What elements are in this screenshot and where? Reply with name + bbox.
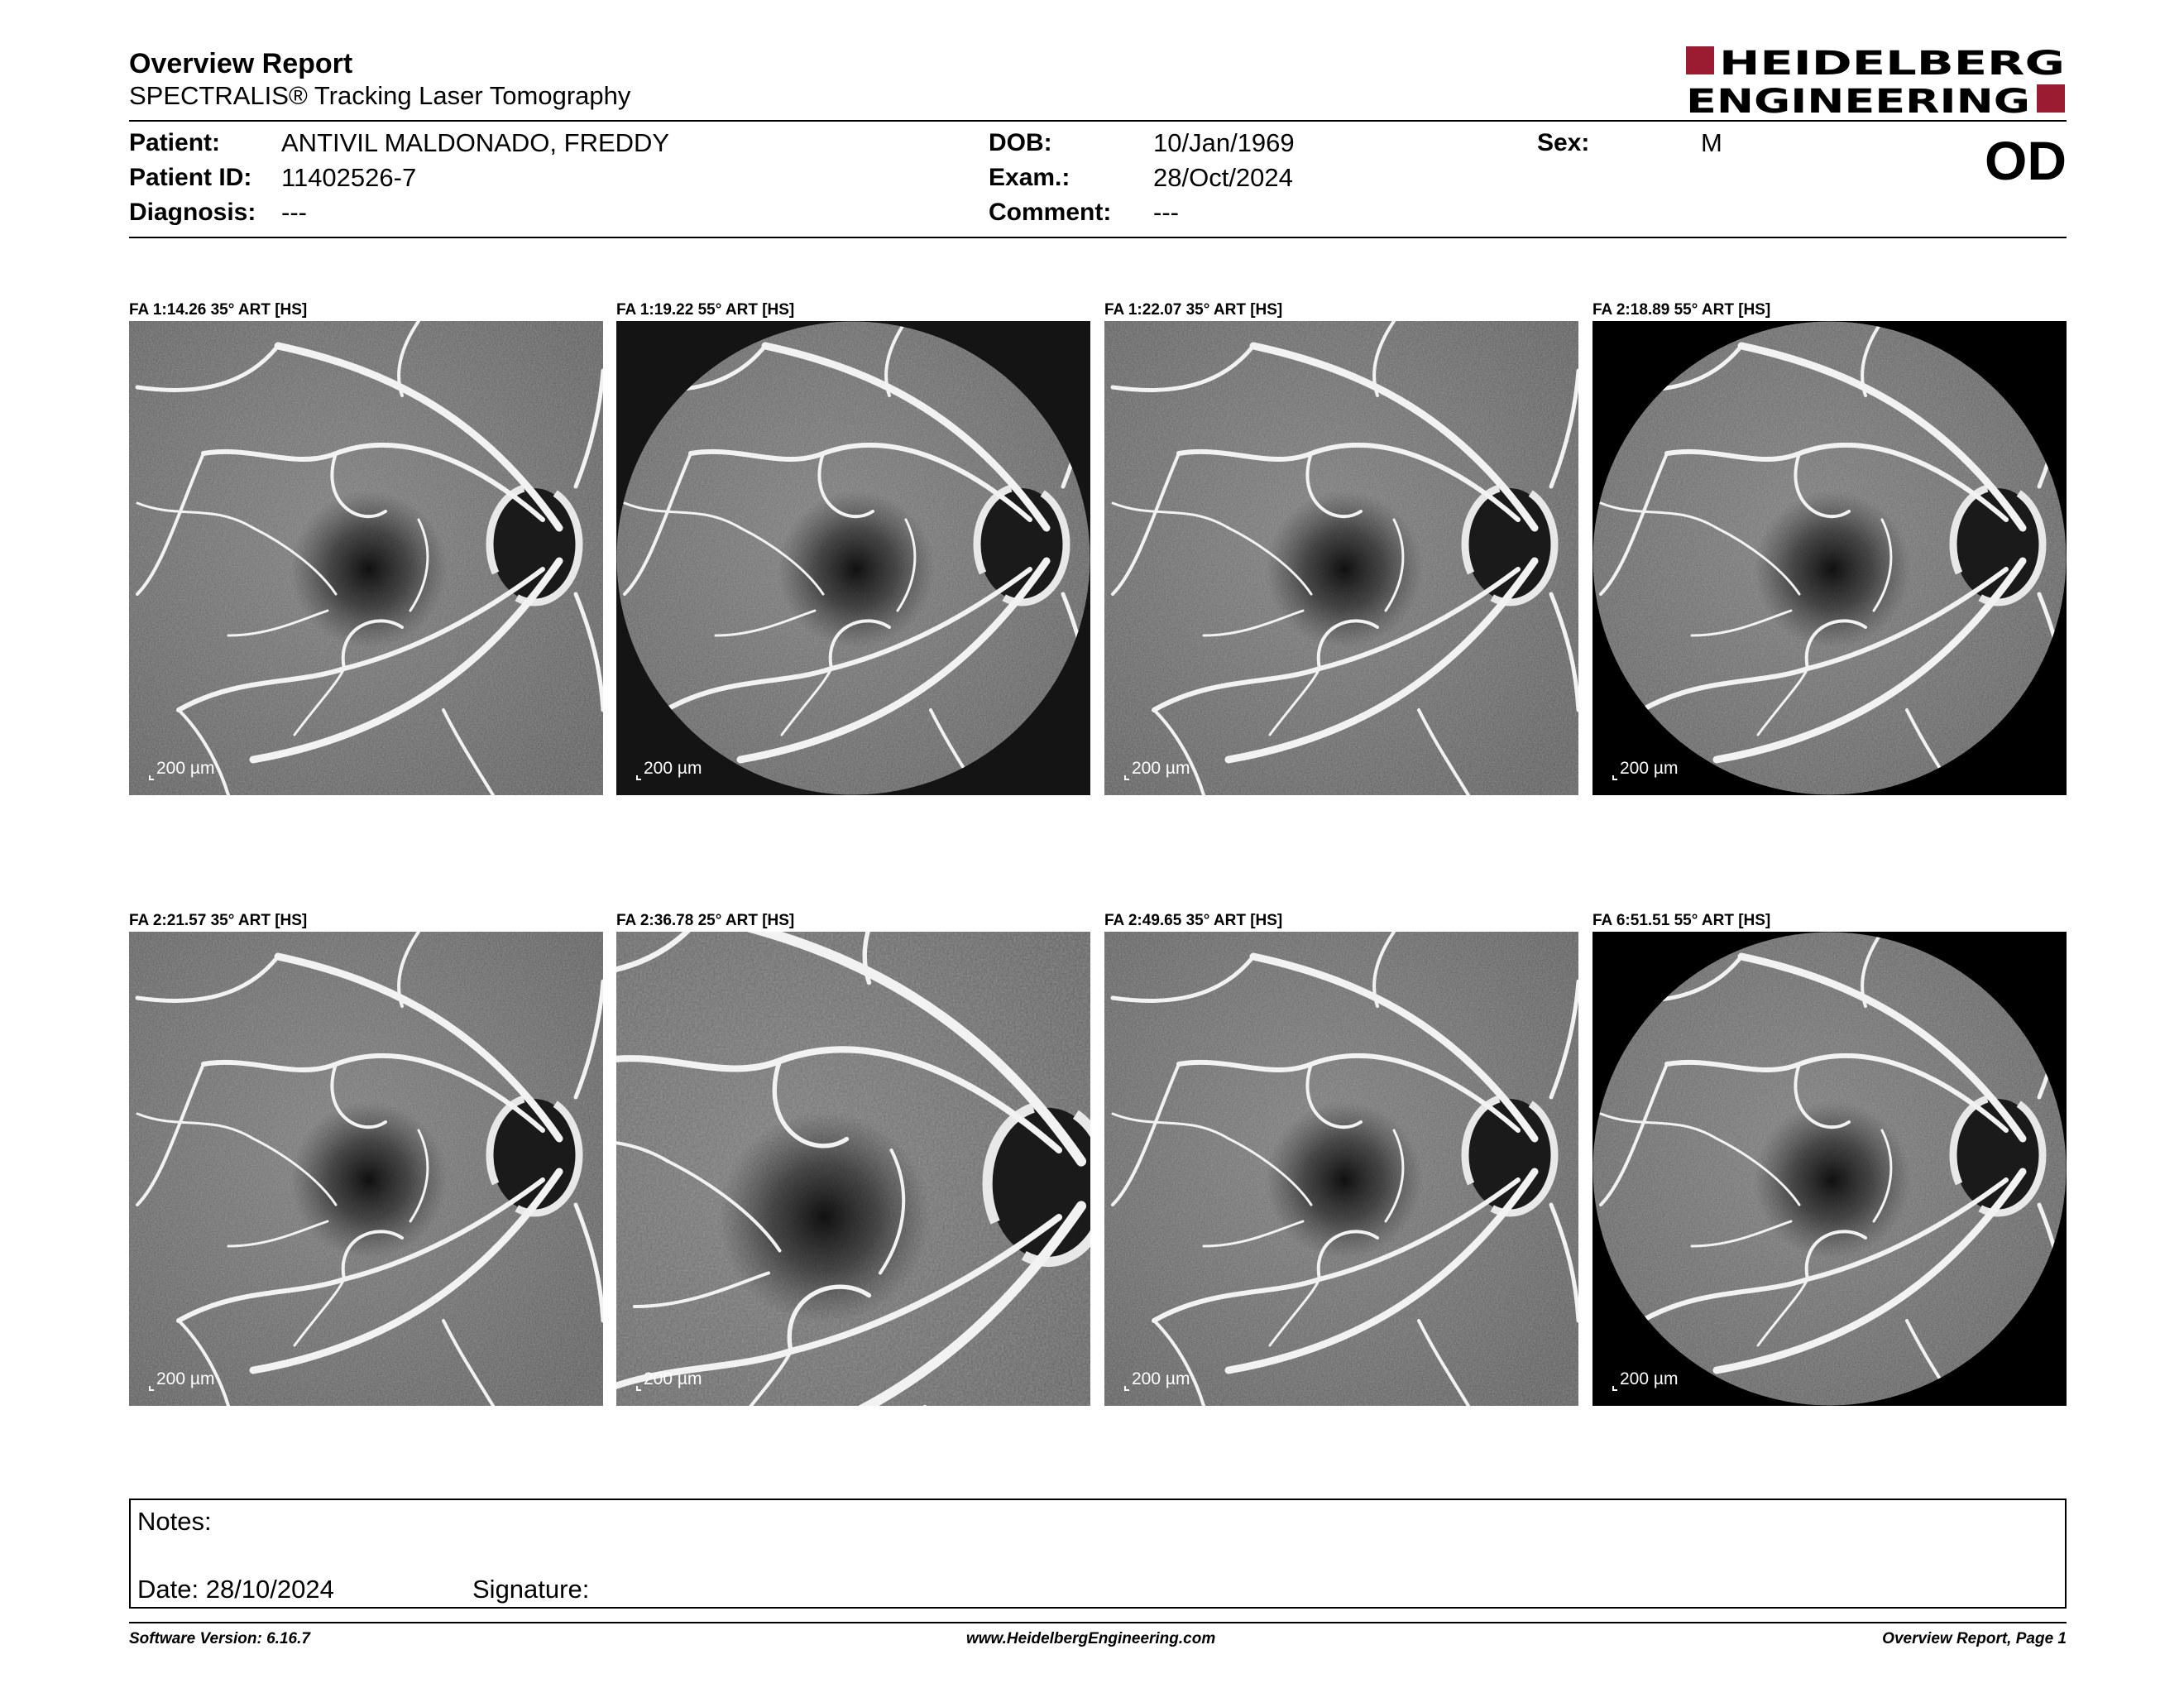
notes-label: Notes: [137,1507,212,1536]
patient-name: ANTIVIL MALDONADO, FREDDY [281,128,670,157]
eye-laterality: OD [1985,130,2067,191]
fundus-image[interactable] [129,932,603,1406]
fundus-image[interactable] [1104,321,1578,795]
image-label: FA 2:36.78 25° ART [HS] [616,912,795,929]
scale-bar [636,759,702,780]
software-version: Software Version: 6.16.7 [129,1630,310,1647]
notes-box[interactable] [129,1499,2067,1609]
image-label: FA 2:21.57 35° ART [HS] [129,912,308,929]
date-label: Date: 28/10/2024 [137,1575,334,1604]
website-link[interactable]: www.HeidelbergEngineering.com [966,1630,1216,1647]
info-divider [129,237,2067,238]
scale-label: 200 µm [644,1369,702,1388]
image-label: FA 6:51.51 55° ART [HS] [1592,912,1771,929]
patient-id: 11402526-7 [281,163,417,192]
exam-label: Exam.: [989,164,1070,191]
image-label: FA 1:14.26 35° ART [HS] [129,301,308,319]
image-label: FA 1:22.07 35° ART [HS] [1104,301,1283,319]
scale-bar [1612,759,1678,780]
sex-label: Sex: [1537,129,1590,156]
comment-label: Comment: [989,199,1112,226]
scale-label: 200 µm [644,759,702,778]
comment-value: --- [1153,198,1179,227]
scale-label: 200 µm [1620,759,1679,778]
scale-bar [149,1369,214,1391]
exam-value: 28/Oct/2024 [1153,163,1293,192]
heidelberg-logo [1686,45,2067,117]
image-label: FA 1:19.22 55° ART [HS] [616,301,795,319]
header-divider [129,120,2067,122]
scale-bar [1612,1369,1678,1391]
scale-label: 200 µm [156,759,215,778]
svg-text:ENGINEERING: ENGINEERING [1686,83,2030,117]
scale-label: 200 µm [156,1369,215,1388]
diagnosis-value: --- [281,198,307,227]
scale-bar [636,1369,702,1391]
signature-label: Signature: [472,1575,590,1604]
image-label: FA 2:49.65 35° ART [HS] [1104,912,1283,929]
scale-bar [1124,759,1190,780]
fundus-image[interactable] [1592,321,2067,795]
scale-label: 200 µm [1132,1369,1190,1388]
report-subtitle: SPECTRALIS® Tracking Laser Tomography [129,81,631,110]
report-title: Overview Report [129,48,353,79]
sex-value: M [1701,128,1722,157]
scale-bar [1124,1369,1190,1391]
patient-label: Patient: [129,129,221,156]
dob-value: 10/Jan/1969 [1153,128,1295,157]
diagnosis-label: Diagnosis: [129,199,256,226]
svg-text:HEIDELBERG: HEIDELBERG [1719,45,2065,83]
fundus-image[interactable] [1104,932,1578,1406]
dob-label: DOB: [989,129,1052,156]
page-number: Overview Report, Page 1 [1882,1630,2067,1647]
scale-label: 200 µm [1620,1369,1679,1388]
fundus-image[interactable] [129,321,603,795]
footer-divider [129,1622,2067,1623]
patient-id-label: Patient ID: [129,164,252,191]
image-label: FA 2:18.89 55° ART [HS] [1592,301,1771,319]
fundus-image[interactable] [616,321,1090,795]
fundus-image[interactable] [616,932,1090,1406]
scale-bar [149,759,214,780]
scale-label: 200 µm [1132,759,1190,778]
fundus-image[interactable] [1592,932,2067,1406]
